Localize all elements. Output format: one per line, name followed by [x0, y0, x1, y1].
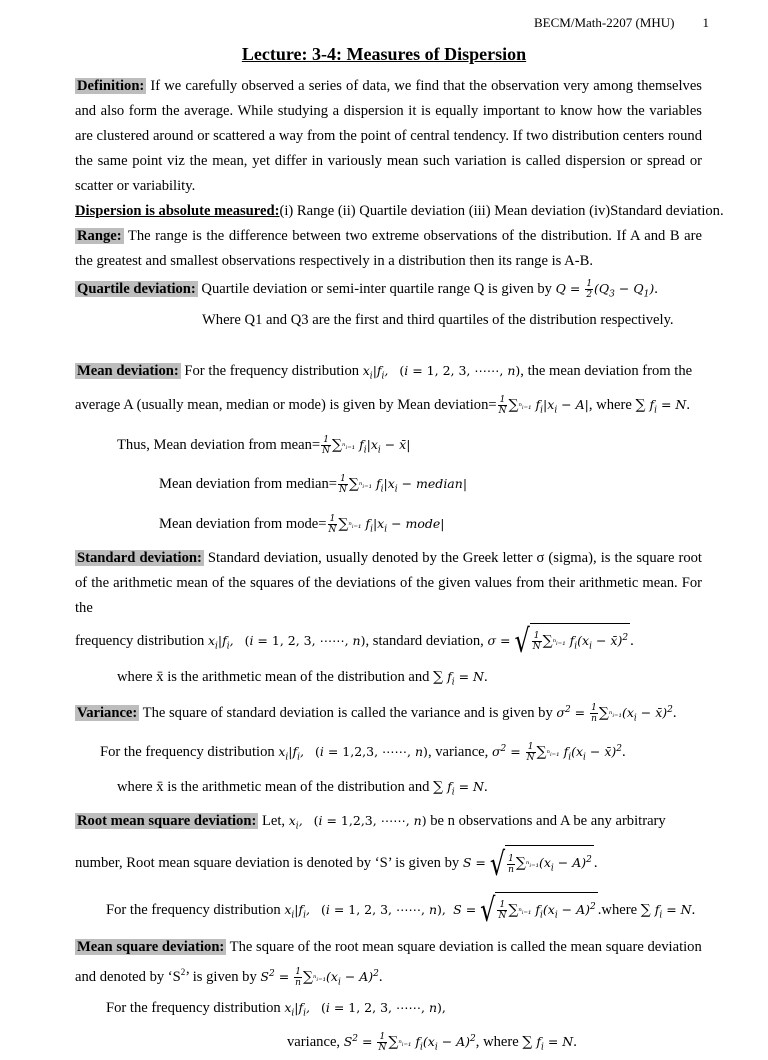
variance-paragraph: Variance: The square of standard deviation is called the variance and is given by $\sigma^2$ = $\frac{1}{n}$ $\sum^nᵢ_{=1}(x_i$ − x̄)$^2$.: [77, 703, 677, 725]
frequency-notation: $x_i|f_i$,: [362, 362, 389, 381]
document-body: [75, 74, 724, 1060]
definition-paragraph: [75, 74, 702, 199]
quartile-formula: Q = $\frac{1}{2}$ $(Q_3 - Q_1)$: [555, 279, 655, 300]
rms-formula: S = √ $\frac{1}{n}$ $\sum^nᵢ_{=1}(x_i - A)^2$: [462, 844, 592, 883]
course-code: BECM/Math-2207 (MHU): [534, 15, 675, 30]
msd-label: Mean square deviation:: [77, 938, 225, 955]
variance-formula: $\sigma^2$ = $\frac{1}{n}$ $\sum^nᵢ_{=1}(x_i$ − x̄)$^2$: [556, 703, 673, 725]
standard-deviation-label: Standard deviation:: [77, 550, 202, 566]
rms-frequency-line: For the frequency distribution $x_i|f_i$, (i = 1, 2, 3, ⋯⋯, n), S = √ $\frac{1}{N}$ ∑ⁿᵢ₌₁ $f_i(x_i - A)^2$ .where ∑ $f_i = N$.: [106, 891, 696, 930]
msd-formula-line: and denoted by ‘$S^2$’ is given by $S^2$ = $\frac{1}{n}$ $\sum^nᵢ_{=1}(x_i - A)^2$.: [75, 966, 383, 988]
variance-label: Variance:: [77, 705, 138, 722]
mean-deviation-from-median: Mean deviation from median= $\frac{1}{N}$ ∑ⁿᵢ₌₁ $f_i|x_i$ − median|: [159, 474, 468, 495]
absolute-label: Dispersion is absolute measured:: [75, 203, 280, 219]
rms-label: Root mean square deviation:: [77, 812, 257, 829]
range-text: The range is the difference between two extreme observations of the distribution. If A and B are the greatest and smallest observations respectively in a distribution then its range is A-B.: [75, 228, 702, 269]
mean-deviation-from-mode: Mean deviation from mode= $\frac{1}{N}$ ∑ⁿᵢ₌₁ $f_i|x_i$ − mode|: [159, 513, 445, 535]
quartile-text: Quartile deviation or semi-inter quartile range Q is given by: [197, 281, 556, 297]
quartile-label: Quartile deviation:: [77, 281, 196, 297]
mean-deviation-formula: $\frac{1}{N}$ ∑ⁿᵢ₌₁ $f_i|x_i - A|$: [498, 395, 589, 416]
range-paragraph: [75, 224, 702, 274]
range-label: Range:: [77, 228, 122, 244]
page-title: Lecture: 3-4: Measures of Dispersion: [241, 44, 527, 64]
rms-paragraph: Root mean square deviation: Let, $x_i$, (i = 1,2,3, ⋯⋯, n) be n observations and A be any arbitrary: [77, 812, 666, 832]
quartile-paragraph: Quartile deviation: Quartile deviation or semi-inter quartile range Q is given by Q = $\frac{1}{2}$ $(Q_3 - Q_1)$.: [77, 279, 658, 300]
mean-deviation-paragraph: Mean deviation: For the frequency distribution $x_i|f_i$, (i = 1, 2, 3, ⋯⋯, n), the mean deviation from the: [77, 362, 693, 381]
mean-deviation-label: Mean deviation:: [77, 362, 179, 379]
mean-deviation-from-mean: Thus, Mean deviation from mean= $\frac{1}{N}$ ∑ⁿᵢ₌₁ $f_i|x_i$ − x̄|: [117, 434, 411, 456]
absolute-measures: [75, 199, 724, 224]
standard-deviation-paragraph: Standard deviation: Standard deviation, usually denoted by the Greek letter σ (sigma), is the square root of the arithmetic mean of the squares of the deviations of the given values from their arithmetic mean. For the: [75, 550, 702, 616]
standard-deviation-formula-line: frequency distribution $x_i|f_i$, (i = 1, 2, 3, ⋯⋯, n), standard deviation, σ = √ $\frac{1}{N}$ ∑ⁿᵢ₌₁ $f_i(x_i$ − x̄)$^2$ .: [75, 622, 634, 661]
variance-frequency-line: For the frequency distribution $x_i|f_i$, (i = 1,2,3, ⋯⋯, n), variance, $\sigma^2$ = $\frac{1}{N}$ ∑ⁿᵢ₌₁ $f_i(x_i$ − x̄)$^2$.: [100, 741, 626, 763]
standard-deviation-where: where x̄ is the arithmetic mean of the distribution and ∑ $f_i = N$.: [117, 668, 488, 688]
absolute-text: (i) Range (ii) Quartile deviation (iii) Mean deviation (iv)Standard deviation.: [279, 203, 724, 219]
standard-deviation-formula: σ = √ $\frac{1}{N}$ ∑ⁿᵢ₌₁ $f_i(x_i$ − x̄)$^2$: [487, 622, 629, 661]
rms-formula-line: number, Root mean square deviation is denoted by ‘S’ is given by S = √ $\frac{1}{n}$ $\sum^nᵢ_{=1}(x_i - A)^2$ .: [75, 844, 598, 883]
msd-formula: $S^2$ = $\frac{1}{n}$ $\sum^nᵢ_{=1}(x_i - A)^2$: [260, 966, 379, 988]
definition-text: If we carefully observed a series of data, we find that the observation very among themselves and also form the average. While studying a dispersion it is equally important to know how the variables are clustered around or scattered a way from the point of central tendency. If two distribution centers round the same point viz the mean, yet differ in variously mean such variation is called dispersion or spread or scatter or variability.: [75, 78, 702, 194]
quartile-note: Where Q1 and Q3 are the first and third quartiles of the distribution respectively.: [202, 311, 674, 328]
mean-deviation-formula-line: average A (usually mean, median or mode) is given by Mean deviation= $\frac{1}{N}$ ∑ⁿᵢ₌₁ $f_i|x_i - A|$, where ∑ $f_i = N$.: [75, 395, 690, 416]
page-number: 1: [702, 15, 709, 30]
msd-frequency-line: For the frequency distribution $x_i|f_i$, (i = 1, 2, 3, ⋯⋯, n),: [106, 1000, 446, 1019]
page-header: [534, 15, 709, 31]
msd-variance-line: variance, $S^2$ = $\frac{1}{N}$ ∑ⁿᵢ₌₁ $f_i(x_i - A)^2$, where ∑ $f_i = N$.: [287, 1031, 577, 1053]
definition-label: Definition:: [77, 78, 145, 94]
variance-where: where x̄ is the arithmetic mean of the distribution and ∑ $f_i = N$.: [117, 779, 488, 798]
msd-paragraph: Mean square deviation: The square of the root mean square deviation is called the mean square deviation: [77, 938, 702, 955]
